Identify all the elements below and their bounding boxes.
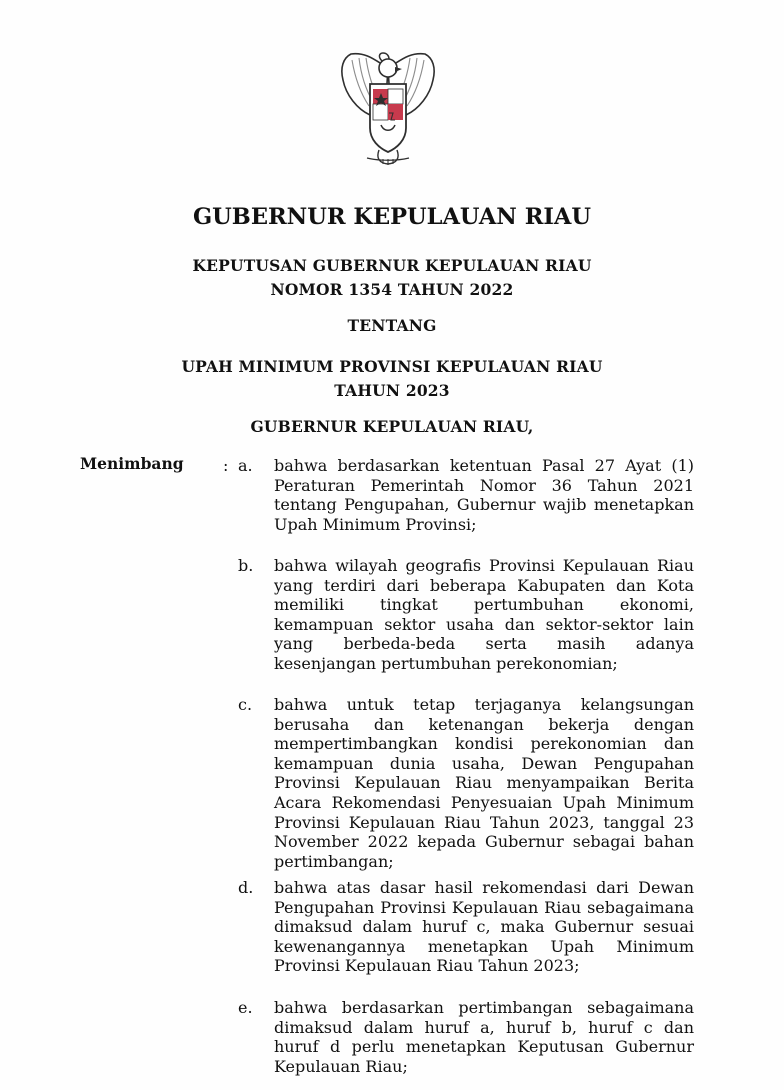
document-title: GUBERNUR KEPULAUAN RIAU [192,204,592,230]
garuda-emblem-icon [333,48,443,170]
subject-line-2: TAHUN 2023 [334,381,450,400]
decree-line-2: NOMOR 1354 TAHUN 2022 [270,280,514,299]
item-d-text: bahwa atas dasar hasil rekomendasi dari Dewan Pengupahan Provinsi Kepulauan Riau sebagaimana dimaksud dalam huruf c, maka Gubernur sesuai kewenangannya menetapkan Upah Minimum Provinsi Kepulauan Riau Tahun 2023; [274,878,694,976]
item-a-marker: a. [238,456,253,475]
item-b-text: bahwa wilayah geografis Provinsi Kepulauan Riau yang terdiri dari beberapa Kabupaten dan Kota memiliki tingkat pertumbuhan ekonomi, kemampuan sektor usaha dan sektor-sektor lain yang berbeda-beda serta masih adanya kesenjangan pertumbuhan perekonomian; [274,556,694,673]
item-e-text: bahwa berdasarkan pertimbangan sebagaimana dimaksud dalam huruf a, huruf b, huruf c dan huruf d perlu menetapkan Keputusan Gubernur Kepulauan Riau; [274,998,694,1076]
item-e-marker: e. [238,998,253,1017]
about-heading: TENTANG [347,316,437,335]
subject-line-1: UPAH MINIMUM PROVINSI KEPULAUAN RIAU [181,357,603,376]
item-a-text: bahwa berdasarkan ketentuan Pasal 27 Ayat (1) Peraturan Pemerintah Nomor 36 Tahun 2021 tentang Pengupahan, Gubernur wajib menetapkan Upah Minimum Provinsi; [274,456,694,534]
item-b-marker: b. [238,556,254,575]
considering-label: Menimbang [80,454,184,473]
item-c-text: bahwa untuk tetap terjaganya kelangsungan berusaha dan ketenangan bekerja dengan mempertimbangkan kondisi perekonomian dan kemampuan dunia usaha, Dewan Pengupahan Provinsi Kepulauan Riau menyampaikan Berita Acara Rekomendasi Penyesuaian Upah Minimum Provinsi Kepulauan Riau Tahun 2023, tanggal 23 November 2022 kepada Gubernur sebagai bahan pertimbangan; [274,695,694,871]
governor-salute: GUBERNUR KEPULAUAN RIAU, [250,417,534,436]
considering-colon: : [223,456,229,475]
item-d-marker: d. [238,878,254,897]
decree-line-1: KEPUTUSAN GUBERNUR KEPULAUAN RIAU [192,256,592,275]
item-c-marker: c. [238,695,253,714]
